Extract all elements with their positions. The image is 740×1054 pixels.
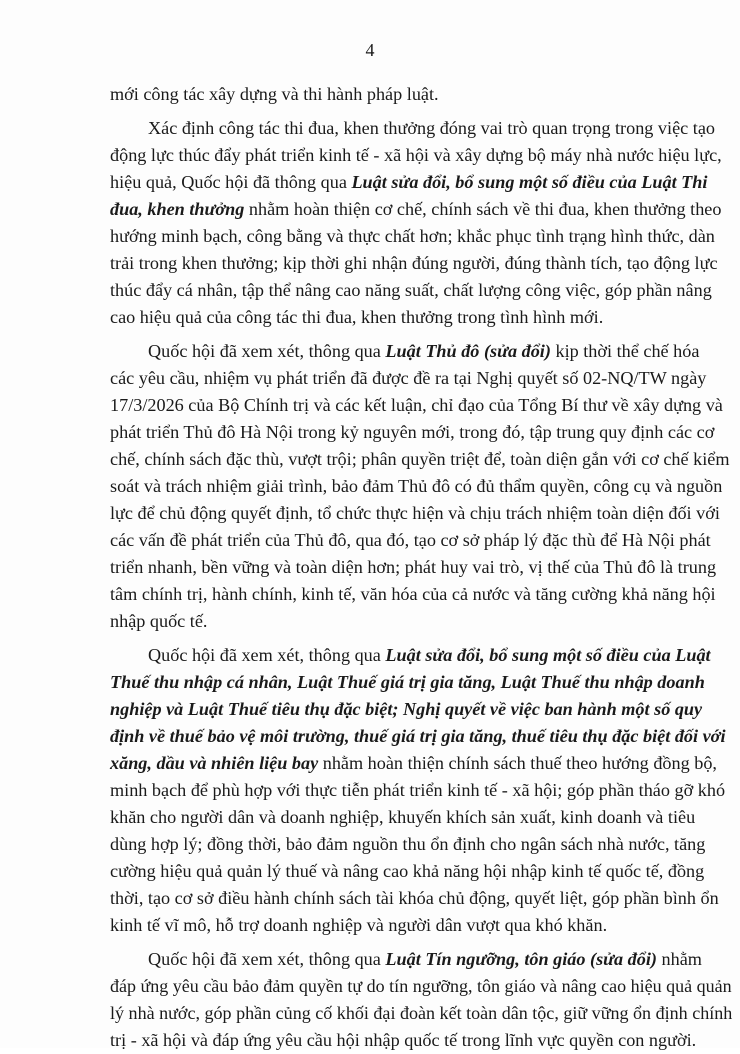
text-line [110,446,730,473]
text-line [110,473,722,500]
text-run: nhằm [656,949,702,969]
text-line [110,223,715,250]
text-line [110,250,718,277]
text-line [110,831,705,858]
text-run: đáp ứng yêu cầu bảo đảm quyền tự do tín ngưỡng, tôn giáo và nâng cao hiệu quả quản [110,976,732,996]
text-line [110,392,723,419]
text-run: thời, tạo cơ sở điều hành chính sách tài khóa chủ động, quyết liệt, góp phần bình ổn [110,888,719,908]
bold-italic-text: Luật sửa đổi, bổ sung một số điều của Luật Thi [351,172,708,192]
text-line [110,196,721,223]
bold-italic-text: xăng, dầu và nhiên liệu bay [110,753,319,773]
text-run: dùng hợp lý; đồng thời, bảo đảm nguồn thu ổn định cho ngân sách nhà nước, tăng [110,834,706,854]
text-run: thúc đẩy cá nhân, tập thể nâng cao năng suất, chất lượng công việc, góp phần nâng [110,280,712,300]
text-run: Quốc hội đã xem xét, thông qua [148,645,386,665]
text-line [110,527,711,554]
bold-italic-text: đua, khen thưởng [110,199,245,219]
text-line [110,169,707,196]
text-run: 17/3/2026 của Bộ Chính trị và các kết luận, chỉ đạo của Tổng Bí thư về xây dựng và [110,395,723,415]
text-run: Quốc hội đã xem xét, thông qua [148,949,386,969]
text-line [110,554,716,581]
text-run: phát triển Thủ đô Hà Nội trong kỷ nguyên mới, trong đó, tập trung quy định các cơ [110,422,715,442]
text-run: kinh tế vĩ mô, hỗ trợ doanh nghiệp và người dân vượt qua khó khăn. [110,915,608,935]
text-run: triển nhanh, bền vững và toàn diện hơn; phát huy vai trò, vị thế của Thủ đô là trung [110,557,717,577]
text-run: các yêu cầu, nhiệm vụ phát triển đã được đề ra tại Nghị quyết số 02-NQ/TW ngày [110,368,707,388]
text-run: cao hiệu quả của công tác thi đua, khen thưởng trong tình hình mới. [110,307,604,327]
text-run: trị - xã hội và đáp ứng yêu cầu hội nhập quốc tế trong lĩnh vực quyền con người. [110,1030,697,1050]
text-line [110,777,725,804]
text-line [110,804,695,831]
text-line [148,115,715,142]
text-run: lực để chủ động quyết định, tổ chức thực hiện và chịu trách nhiệm toàn diện đối với [110,503,720,523]
text-run: soát và trách nhiệm giải trình, bảo đảm Thủ đô có đủ thẩm quyền, công cụ và nguồn [110,476,723,496]
text-run: kịp thời thể chế hóa [550,341,700,361]
text-run: khăn cho người dân và doanh nghiệp, khuyến khích sản xuất, kinh doanh và tiêu [110,807,696,827]
text-line [110,365,706,392]
text-line [110,419,714,446]
text-line [110,669,705,696]
text-line [110,973,732,1000]
page-number: 4 [365,40,375,60]
text-line [110,750,717,777]
text-line [110,142,722,169]
text-run: lý nhà nước, góp phần củng cố khối đại đoàn kết toàn dân tộc, giữ vững ổn định chính [110,1003,733,1023]
text-run: tâm chính trị, hành chính, kinh tế, văn hóa của cả nước và tăng cường khả năng hội [110,584,716,604]
bold-italic-text: Luật Thủ đô (sửa đổi) [385,341,551,361]
text-line [110,277,712,304]
text-line [110,723,726,750]
text-run: nhằm hoàn thiện cơ chế, chính sách về thi đua, khen thưởng theo [244,199,722,219]
text-line [110,500,720,527]
text-line [110,858,704,885]
bold-italic-text: nghiệp và Luật Thuế tiêu thụ đặc biệt; Nghị quyết về việc ban hành một số quy [110,699,703,719]
text-run: hướng minh bạch, công bằng và thực chất hơn; khắc phục tình trạng hình thức, dàn [110,226,715,246]
text-run: nhập quốc tế. [110,611,208,631]
text-run: chế, chính sách đặc thù, vượt trội; phân quyền triệt để, toàn diện gắn với cơ chế kiểm [110,449,730,469]
text-run: mới công tác xây dựng và thi hành pháp luật. [110,84,439,104]
text-line [148,338,699,365]
text-line [110,1027,696,1054]
text-run: hiệu quả, Quốc hội đã thông qua [110,172,352,192]
bold-italic-text: Thuế thu nhập cá nhân, Luật Thuế giá trị gia tăng, Luật Thuế thu nhập doanh [110,672,705,692]
text-line [110,696,702,723]
text-line [148,642,711,669]
text-line [110,581,716,608]
text-line [110,1000,732,1027]
bold-italic-text: định về thuế bảo vệ môi trường, thuế giá trị gia tăng, thuế tiêu thụ đặc biệt đối với [110,726,726,746]
text-run: cường hiệu quả quản lý thuế và nâng cao khả năng hội nhập kinh tế quốc tế, đồng [110,861,705,881]
text-line [110,608,207,635]
text-line [148,946,702,973]
bold-italic-text: Luật sửa đổi, bổ sung một số điều của Luật [385,645,711,665]
text-run: trải trong khen thưởng; kịp thời ghi nhận đúng người, đúng thành tích, tạo động lực [110,253,718,273]
text-run: minh bạch để phù hợp với thực tiễn phát triển kinh tế - xã hội; góp phần tháo gỡ khó [110,780,726,800]
text-line [110,81,439,108]
text-run: Quốc hội đã xem xét, thông qua [148,341,386,361]
text-run: động lực thúc đẩy phát triển kinh tế - xã hội và xây dựng bộ máy nhà nước hiệu lực, [110,145,722,165]
bold-italic-text: Luật Tín ngưỡng, tôn giáo (sửa đổi) [385,949,657,969]
text-run: các vấn đề phát triển của Thủ đô, qua đó, tạo cơ sở pháp lý đặc thù để Hà Nội phát [110,530,711,550]
text-line [110,885,719,912]
text-line [110,912,607,939]
text-run: Xác định công tác thi đua, khen thưởng đóng vai trò quan trọng trong việc tạo [148,118,715,138]
text-run: nhằm hoàn thiện chính sách thuế theo hướng đồng bộ, [318,753,717,773]
text-line [110,304,603,331]
